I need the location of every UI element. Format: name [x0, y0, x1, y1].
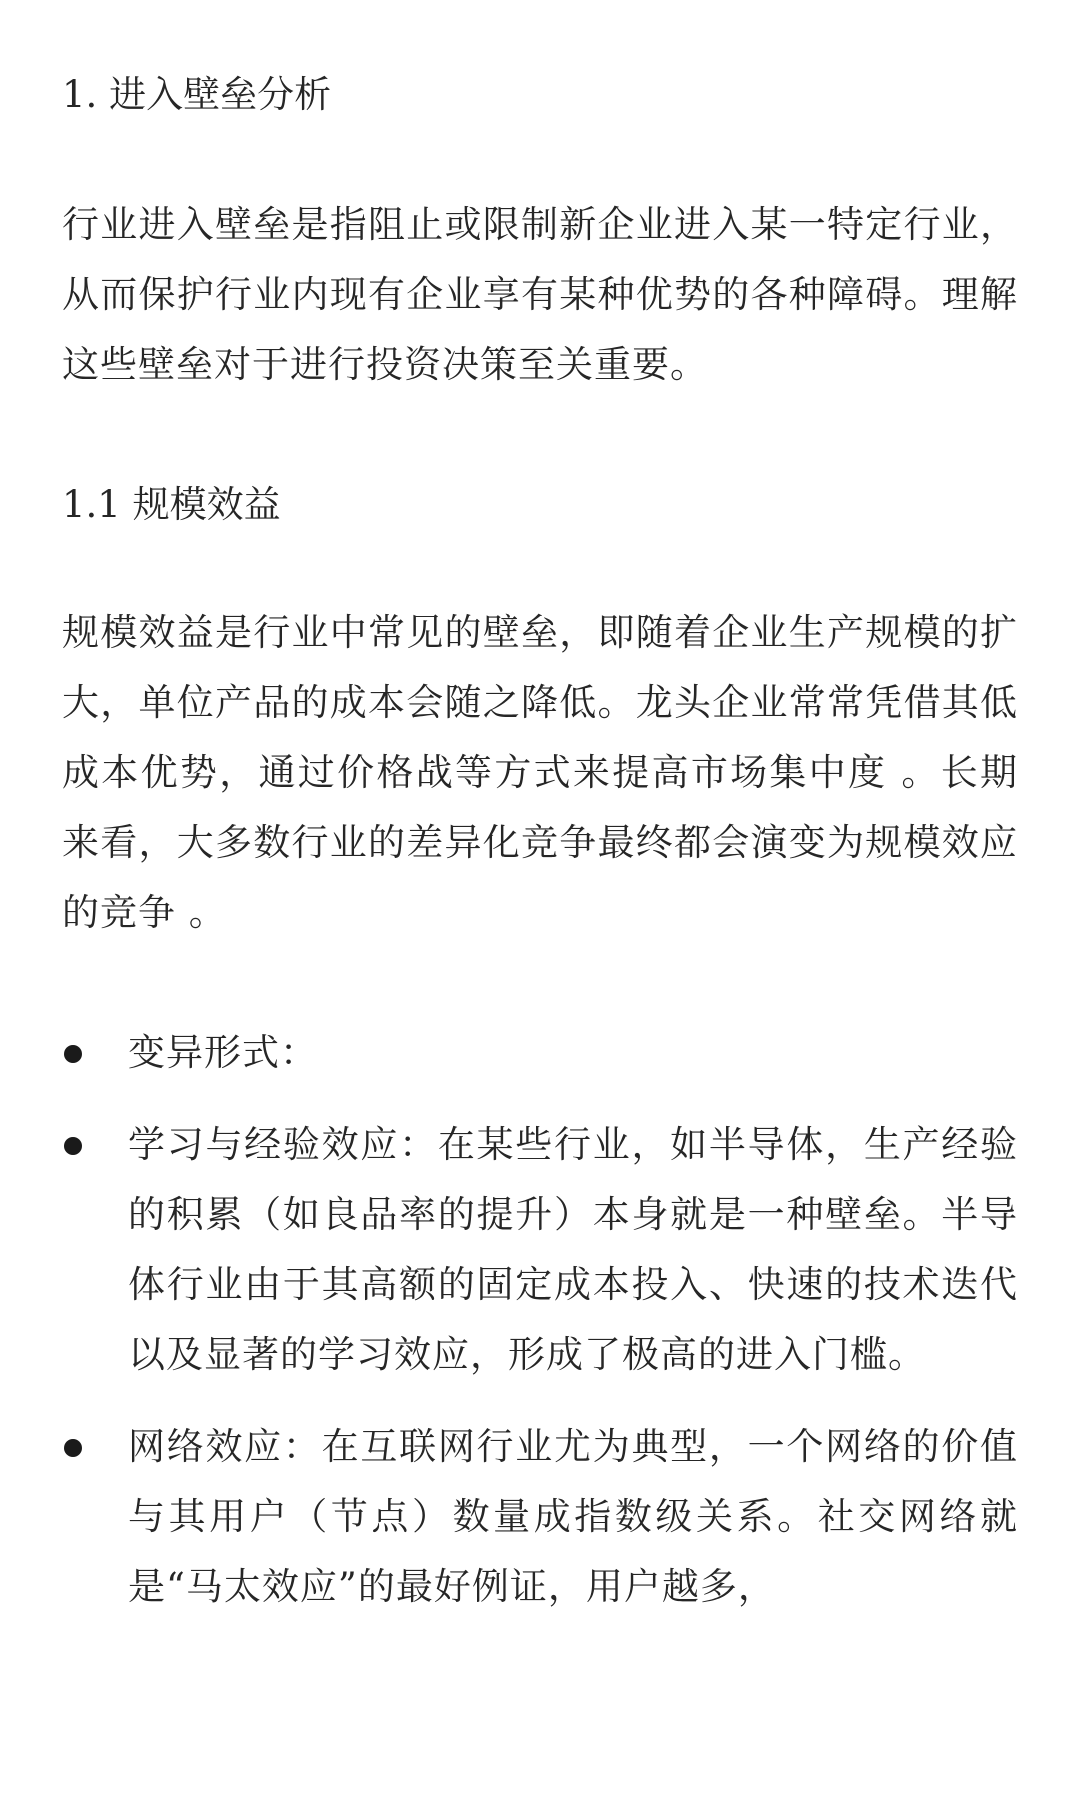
list-item — [62, 1412, 1018, 1622]
bullet-dot-icon — [64, 1439, 82, 1457]
subsection-heading: 1.1 规模效益 — [62, 483, 281, 526]
list-item — [62, 1018, 1018, 1088]
section-heading: 1. 进入壁垒分析 — [62, 73, 332, 116]
list-item-text: 网络效应：在互联网行业尤为典型，一个网络的价值与其用户（节点）数量成指数级关系。社交网络就是“马太效应”的最好例证，用户越多， — [128, 1425, 1018, 1608]
bullet-dot-icon — [64, 1137, 82, 1155]
intro-paragraph: 行业进入壁垒是指阻止或限制新企业进入某一特定行业，从而保护行业内现有企业享有某种优势的各种障碍。理解这些壁垒对于进行投资决策至关重要。 — [62, 203, 1018, 386]
bullet-dot-icon — [64, 1045, 82, 1063]
list-item-text: 变异形式： — [128, 1031, 318, 1074]
scale-economy-paragraph: 规模效益是行业中常见的壁垒，即随着企业生产规模的扩大，单位产品的成本会随之降低。龙头企业常常凭借其低成本优势，通过价格战等方式来提高市场集中度 。长期来看，大多数行业的差异化竞争最终都会演变为规模效应的竞争 。 — [62, 611, 1018, 934]
list-item — [62, 1110, 1018, 1390]
bullet-list — [62, 1018, 1018, 1622]
list-item-text: 学习与经验效应：在某些行业，如半导体，生产经验的积累（如良品率的提升）本身就是一种壁垒。半导体行业由于其高额的固定成本投入、快速的技术迭代以及显著的学习效应，形成了极高的进入门槛。 — [128, 1123, 1018, 1376]
